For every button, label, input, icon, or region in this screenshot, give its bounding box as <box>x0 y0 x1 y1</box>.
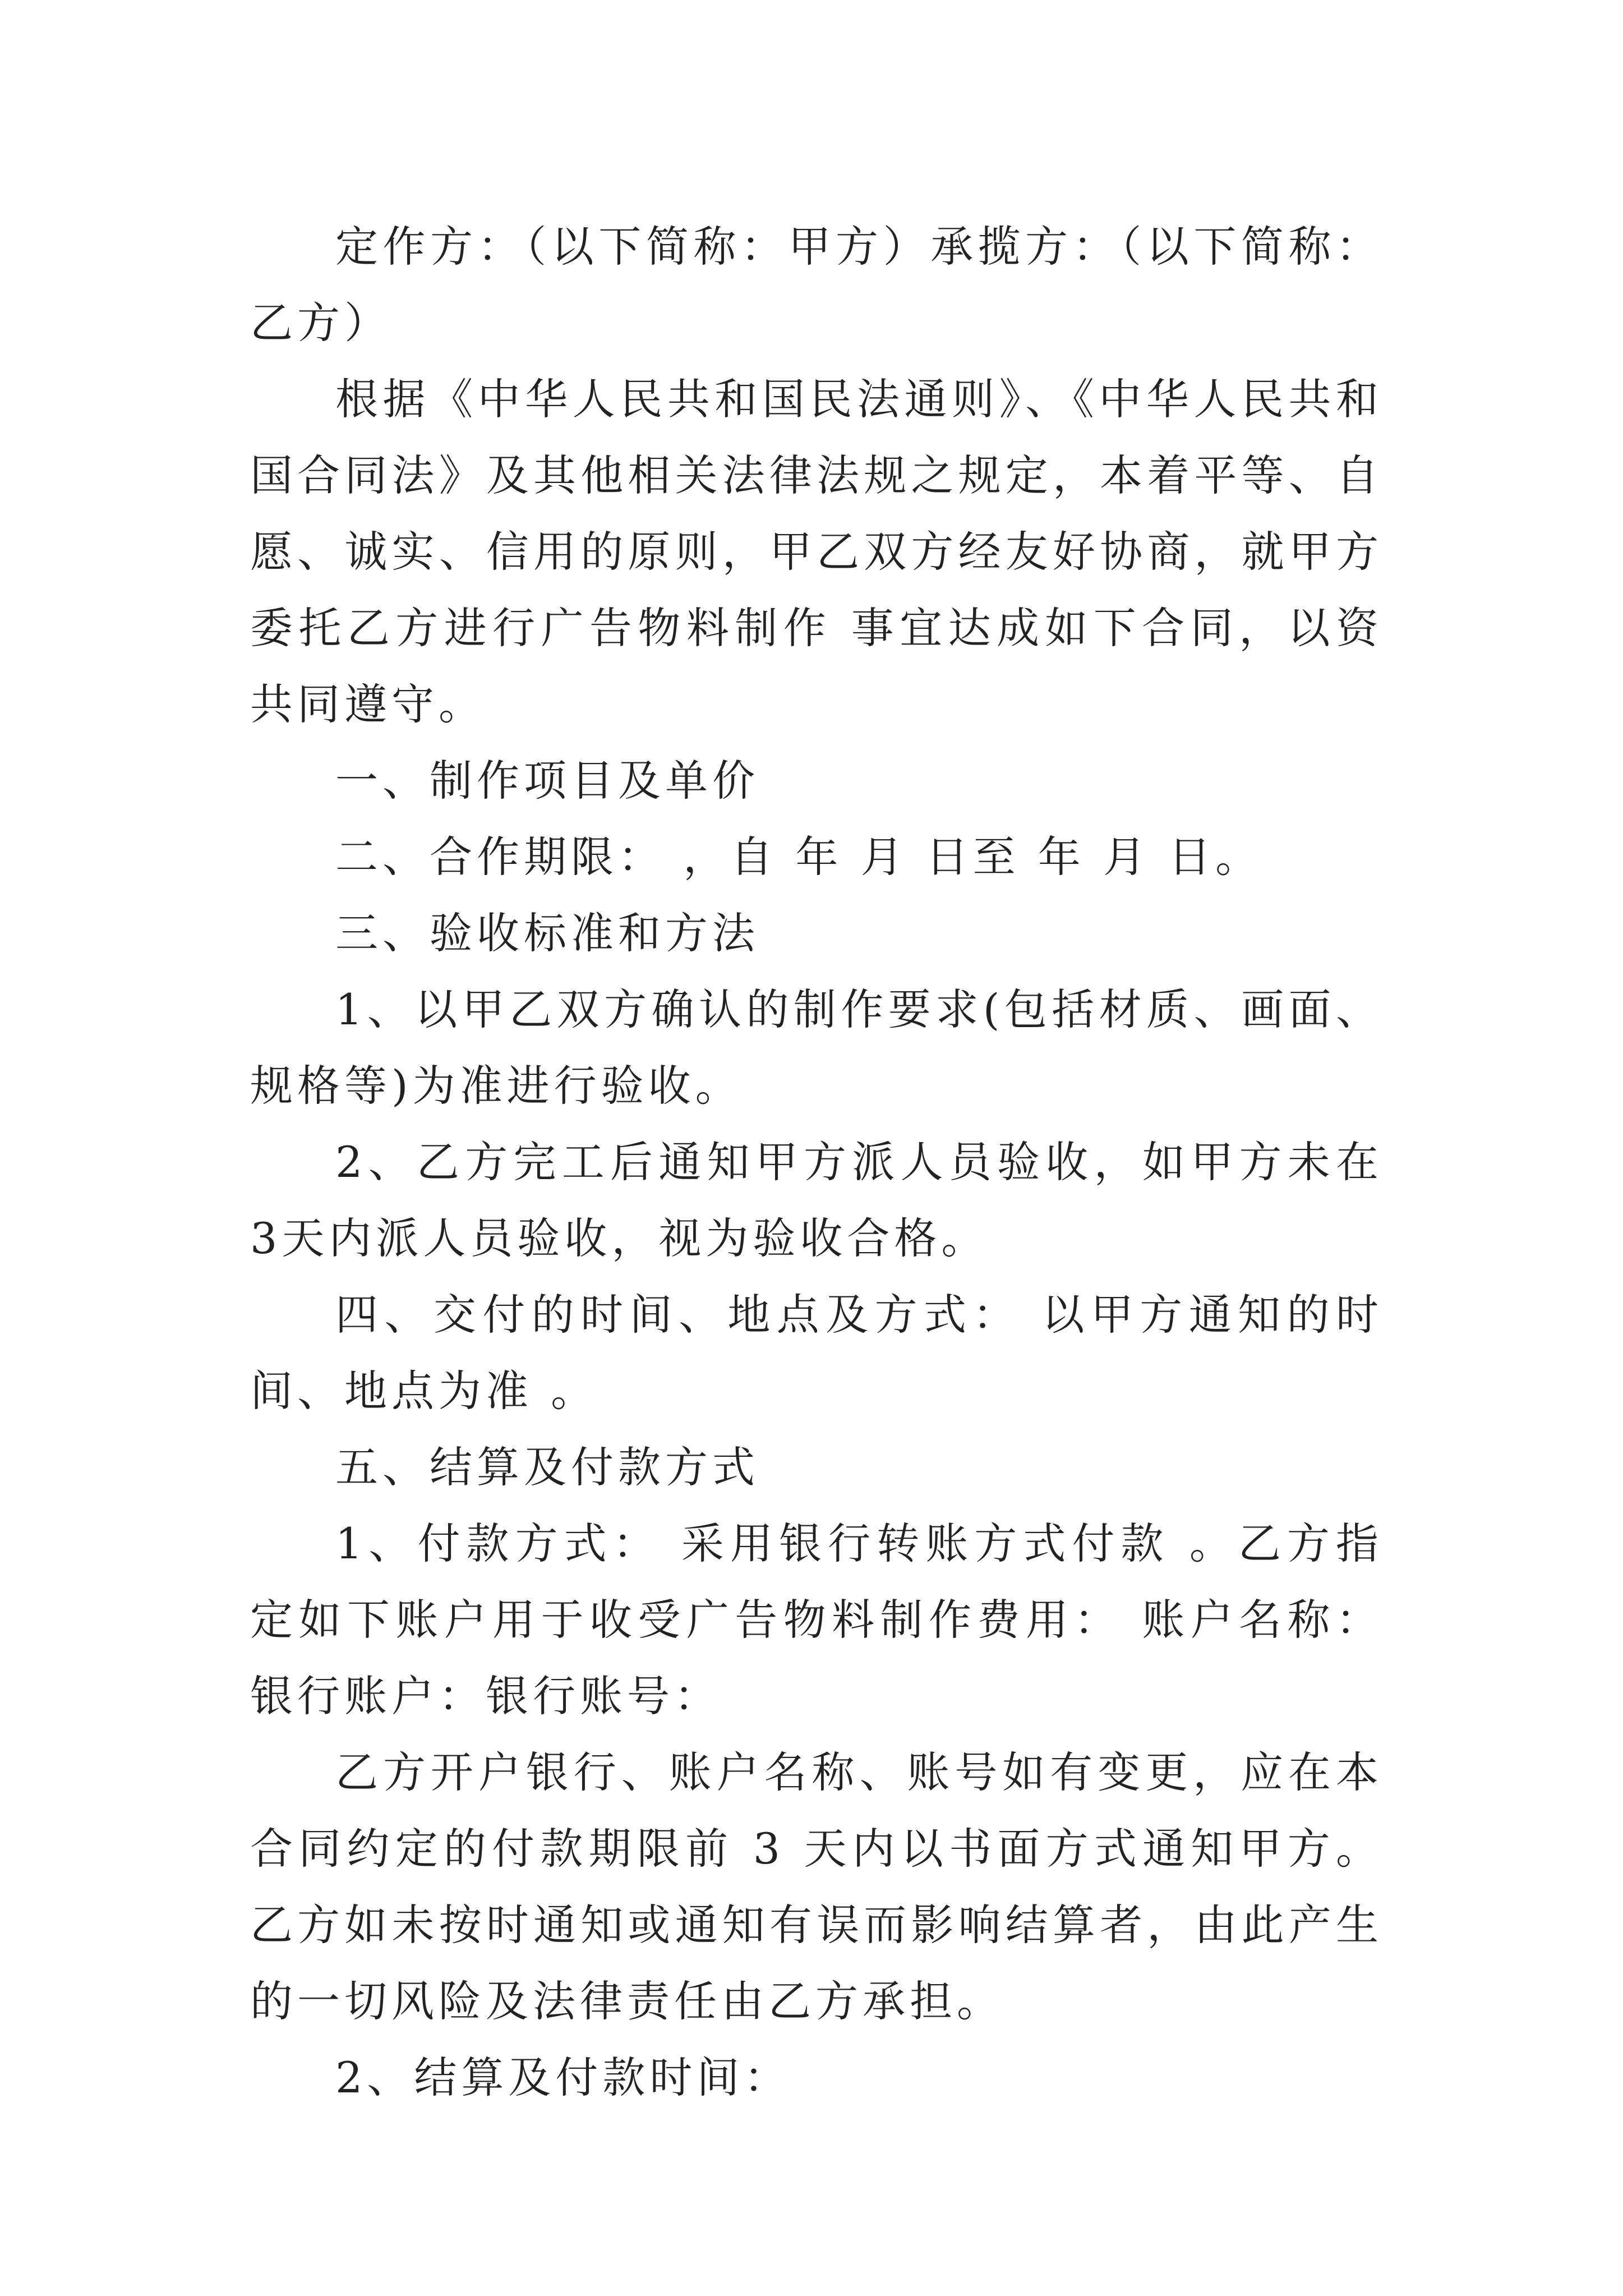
section-heading-settlement: 五、结算及付款方式 <box>335 1442 759 1492</box>
paragraph-parties: 定作方：（以下简称：甲方）承揽方：（以下简称：乙方） <box>250 222 1383 348</box>
paragraph-payment-time: 2、结算及付款时间： <box>335 2053 791 2102</box>
paragraph-acceptance-2: 2、乙方完工后通知甲方派人员验收，如甲方未在3天内派人员验收，视为验收合格。 <box>250 1137 1383 1263</box>
section-heading-delivery: 四、交付的时间、地点及方式： 以甲方通知的时间、地点为准 。 <box>250 1290 1383 1416</box>
paragraph-payment-method: 1、付款方式： 采用银行转账方式付款 。乙方指定如下账户用于收受广告物料制作费用： 账户名称： 银行账户：银行账号： <box>250 1519 1383 1721</box>
paragraph-preamble: 根据《中华人民共和国民法通则》、《中华人民共和国合同法》及其他相关法律法规之规定，本着平等、自愿、诚实、信用的原则，甲乙双方经友好协商，就甲方委托乙方进行广告物料制作 事宜达成如下合同，以资共同遵守。 <box>250 374 1383 729</box>
paragraph-account-change: 乙方开户银行、账户名称、账号如有变更，应在本合同约定的付款期限前 3 天内以书面方式通知甲方。乙方如未按时通知或通知有误而影响结算者，由此产生的一切风险及法律责任由乙方承担。 <box>250 1747 1383 2026</box>
paragraph-acceptance-1: 1、以甲乙双方确认的制作要求(包括材质、画面、规格等)为准进行验收。 <box>250 984 1383 1111</box>
document-body <box>250 209 1383 2116</box>
section-heading-acceptance: 三、验收标准和方法 <box>335 908 759 958</box>
section-heading-items: 一、制作项目及单价 <box>335 756 759 806</box>
section-heading-term: 二、合作期限： ，自 年 月 日至 年 月 日。 <box>335 832 1263 882</box>
